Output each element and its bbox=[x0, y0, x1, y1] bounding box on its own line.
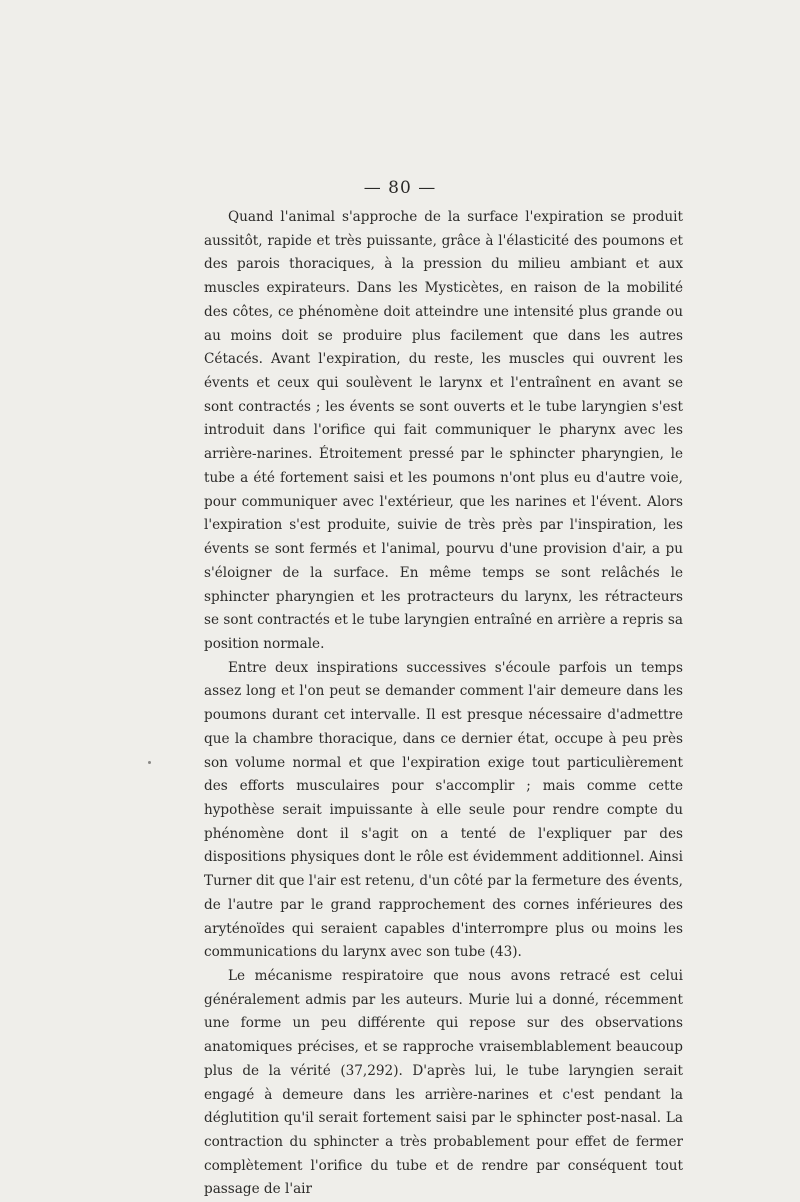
text-block bbox=[204, 206, 683, 1202]
paper-speck bbox=[148, 761, 151, 764]
page-number: — 80 — bbox=[363, 178, 437, 198]
paragraph: Quand l'animal s'approche de la surface l'expiration se produit aussitôt, rapide et très puissante, grâce à l'élasticité des poumons et des parois thoraciques, à la pression du milieu ambiant et aux muscles expirateurs. Dans les Mysticètes, en raison de la mobilité des côtes, ce phénomène doit atteindre une intensité plus grande ou au moins doit se produire plus facilement que dans les autres Cétacés. Avant l'expiration, du reste, les muscles qui ouvrent les évents et ceux qui soulèvent le larynx et l'entraînent en avant se sont contractés ; les évents se sont ouverts et le tube laryngien s'est introduit dans l'orifice qui fait communiquer le pharynx avec les arrière-narines. Étroitement pressé par le sphincter pharyngien, le tube a été fortement saisi et les poumons n'ont plus eu d'autre voie, pour communiquer avec l'extérieur, que les narines et l'évent. Alors l'expiration s'est produite, suivie de très près par l'inspiration, les évents se sont fermés et l'animal, pourvu d'une provision d'air, a pu s'éloigner de la surface. En même temps se sont relâchés le sphincter pharyngien et les protracteurs du larynx, les rétracteurs se sont contractés et le tube laryngien entraîné en arrière a repris sa position normale. bbox=[204, 209, 683, 652]
paragraph: Entre deux inspirations successives s'écoule parfois un temps assez long et l'on peut se demander comment l'air demeure dans les poumons durant cet intervalle. Il est presque nécessaire d'admettre que la chambre thoracique, dans ce dernier état, occupe à peu près son volume normal et que l'expiration exige tout particulièrement des efforts musculaires pour s'accomplir ; mais comme cette hypothèse serait impuissante à elle seule pour rendre compte du phénomène dont il s'agit on a tenté de l'expliquer par des dispositions physiques dont le rôle est évidemment additionnel. Ainsi Turner dit que l'air est retenu, d'un côté par la fermeture des évents, de l'autre par le grand rapprochement des cornes inférieures des aryténoïdes qui seraient capables d'interrompre plus ou moins les communications du larynx avec son tube (43). bbox=[204, 659, 683, 961]
paragraph: Le mécanisme respiratoire que nous avons retracé est celui généralement admis par les auteurs. Murie lui a donné, récemment une forme un peu différente qui repose sur des observations anatomiques précises, et se rapproche vraisemblablement beaucoup plus de la vérité (37,292). D'après lui, le tube laryngien serait engagé à demeure dans les arrière-narines et c'est pendant la déglutition qu'il serait fortement saisi par le sphincter post-nasal. La contraction du sphincter a très probablement pour effet de fermer complètement l'orifice du tube et de rendre par conséquent tout passage de l'air bbox=[204, 968, 683, 1198]
